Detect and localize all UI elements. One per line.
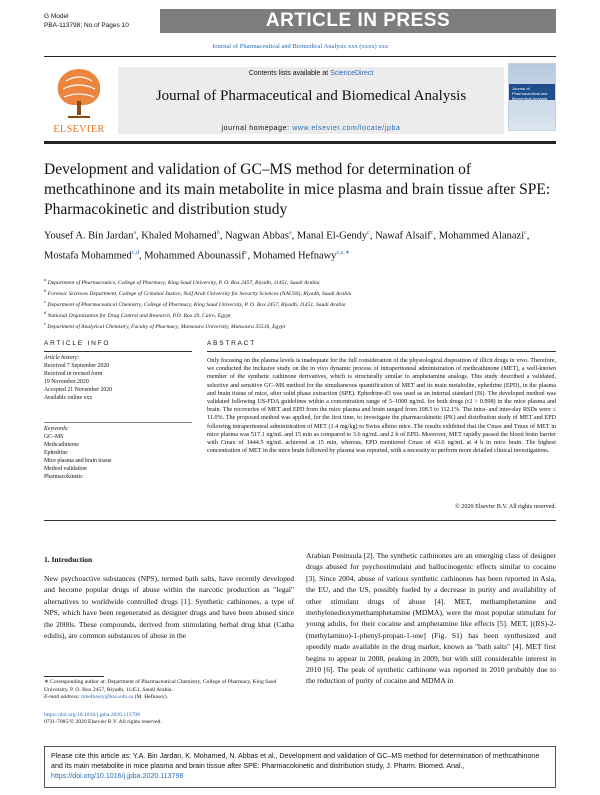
author-affiliation-marker[interactable]: c [524, 230, 527, 236]
history-item: Available online xxx [44, 395, 93, 401]
author-name[interactable]: Nagwan Abbas [225, 230, 289, 242]
affiliation: $^d$ National Organization for Drug Control and Research, P.O. Box 29, Cairo, Egypt [44, 310, 231, 320]
affiliation: $^e$ Department of Analytical Chemistry, Faculty of Pharmacy, Mansoura University, Mansoura 35516, Egypt [44, 321, 286, 331]
journal-homepage-link[interactable]: www.elsevier.com/locate/jpba [292, 125, 401, 132]
citation-box [44, 746, 556, 788]
publisher-name: ELSEVIER [53, 124, 105, 135]
model-label: G Model [44, 13, 69, 20]
history-item: Accepted 21 November 2020 [44, 387, 113, 393]
keyword: Mice plasma and brain tissue [44, 458, 112, 464]
author-name[interactable]: Manal El-Gendy [296, 230, 368, 242]
abstract-copyright: © 2020 Elsevier B.V. All rights reserved. [455, 504, 556, 510]
doi-block [44, 712, 294, 727]
journal-title: Journal of Pharmaceutical and Biomedical Analysis [155, 88, 467, 104]
abstract-text: Only focusing on the plasma levels is inadequate for the full consideration of the physiological disposition of illicit drugs in vivo. Therefore, we conducted the inclusive study on the in vivo dynamic process of intraperitoneal administration of methcathinone (MET), a well-known member of the synthetic cathinone derivatives, which is structurally similar to amphetamine analogs. This study described a validated, selective and sensitive GC–MS method for the simultaneous quantification of MET and its main metabolite, ephedrine (EPD), in the plasma and brain tissue of mice, after solid phase extraction (SPE). Ephedrine-d3 was used as an internal standard (IS). The developed method was validated following US-FDA guidelines within a concentration range of 5–1000 ng/mL for both drugs (r2 > 0.998) in the mice plasma and brain. The recoveries of MET and EPD from the mice plasma and brain ranged from 108.5 to 112.1%. The intra- and inter-day RSDs were ≤ 11.0%. The proposed method was applied, for the first time, to investigate the pharmacokinetic (PK) and distribution study of MET and EPD following intraperitoneal administration of MET (1.4 mg/kg) to Swiss albino mice. The results exhibited that the Cmax and Tmax of MET in mice plasma was 517.1 ng/mL and 15 min as compared to 3.6 ng/mL and 2 h of EPD. Moreover, MET rapidly passed the blood brain barrier with Cmax of 1444.5 ng/mL achieved at 15 min, whereas, EPD monitored Cmax of 43.6 ng/mL at 4 h in mice brain. The highest concentration of MET in the mice brain followed by plasma was reported, with a necessity to perform more detailed clinical investigations. [207, 358, 556, 455]
corresponding-author-footnote: ∗ Corresponding author at: Department of Pharmaceutical Chemistry, College of Pharmacy, King Saud University, P. O. Box 2457, Riyadh, 11451, Saudi Arabia. E-mail address: mhefnawy@ksu.edu.sa (M. Hefnawy). [44, 679, 277, 700]
citation-doi-link[interactable]: https://doi.org/10.1016/j.jpba.2020.113798 [51, 772, 184, 780]
author-name[interactable]: Mohammed Alanazi [438, 230, 525, 242]
keyword: Pharmacokinetic [44, 474, 83, 480]
running-header-meta [44, 12, 164, 30]
contents-availability: Contents lists available at ScienceDirect [248, 70, 374, 77]
author-name[interactable]: Mohammed Abounassif [144, 250, 245, 261]
author-name[interactable]: Yousef A. Bin Jardan [44, 230, 134, 242]
author-name[interactable]: Mohamed Hefnawy [252, 250, 337, 261]
journal-homepage: journal homepage: www.elsevier.com/locate/jpba [221, 125, 401, 132]
journal-cover-thumbnail [508, 63, 556, 131]
history-item: Received 7 September 2020 [44, 363, 110, 369]
affiliation-list [44, 276, 556, 331]
journal-citation-link[interactable]: Journal of Pharmaceutical and Biomedical Analysis xxx (xxxx) xxx [211, 43, 389, 50]
history-item: Received in revised form [44, 371, 103, 377]
author-affiliation-marker[interactable]: b [216, 230, 220, 236]
history-label: Article history: [44, 355, 80, 361]
citation-text: Please cite this article as: Y.A. Bin Jardan, K. Mohamed, N. Abbas et al., Development and validation of GC–MS method for determination of methcathinone and its main metabolite in mice plasma and brain tissue after SPE: Pharmacokinetic and distribution study, J. Pharm. Biomed. Anal., [51, 752, 540, 770]
keyword: Methcathinone [44, 442, 79, 448]
issn-line: 0731-7085/© 2020 Elsevier B.V. All rights reserved. [44, 719, 162, 726]
article-title: Development and validation of GC–MS method for determination of methcathinone and its main metabolite in mice plasma and brain tissue after SPE: Pharmacokinetic and distribution study [44, 161, 551, 218]
author-affiliation-marker[interactable]: c,e,∗ [336, 249, 350, 256]
affiliation: $^a$ Department of Pharmaceutics, College of Pharmacy, King Saud University, P. O. Box 2457, Riyadh, 11451, Saudi Arabia [44, 277, 320, 286]
author-name[interactable]: Nawaf Alsaif [375, 230, 431, 242]
author-affiliation-marker[interactable]: c [244, 249, 248, 256]
abstract-rule [207, 351, 556, 352]
article-info-heading: ARTICLE INFO [44, 340, 111, 347]
masthead-bottom-rule [44, 141, 556, 144]
author-affiliation-marker[interactable]: a [288, 230, 292, 236]
author-list: Yousef A. Bin Jardan$^a$, Khaled Mohamed$^b$, Nagwan Abbas$^a$, Manal El-Gendy$^c$, Nawaf Alsaif$^c$, Mohammed Alanazi$^c$, Mostafa Mohammed$^{c,d}$, Mohammed Abounassif$^c$, Mohamed Hefnawy$^{c,e,∗}$ [44, 230, 530, 261]
author-name[interactable]: Khaled Mohamed [141, 230, 217, 242]
history-item: 19 November 2020 [44, 379, 89, 385]
cover-title: Journal of Pharmaceutical and Biomedical Analysis [512, 86, 548, 101]
keywords-rule [44, 422, 192, 423]
author-affiliation-marker[interactable]: c [430, 230, 434, 236]
footnote-rule [44, 676, 104, 677]
keywords [44, 425, 192, 481]
article-in-press-banner: ARTICLE IN PRESS [160, 9, 556, 33]
abstract-end-rule [44, 520, 556, 521]
email-link[interactable]: mhefnawy@ksu.edu.sa [81, 694, 134, 700]
body-column-left: New psychoactive substances (NPS), termed bath salts, have recently developed and become popular drugs of abuse within the narcotic production as "legal" alternatives to worldwide controlled drugs [1]. Synthetic cathinones, a type of NPS, which have been regenerated as designer drugs and have been abused since the 2000s. These compounds, derived from stimulating herbal drug khat (Catha edulis), are common substances of abuse in the [44, 574, 294, 641]
keywords-label: Keywords: [44, 426, 69, 432]
affiliation: $^c$ Department of Pharmaceutical Chemistry, College of Pharmacy, King Saud University, P. O. Box 2457, Riyadh, 11451, Saudi Arabia [44, 299, 346, 308]
author-affiliation-marker[interactable]: c,d [131, 249, 139, 256]
author-name[interactable]: Mostafa Mohammed [44, 250, 132, 261]
keyword: Ephedrine [44, 450, 68, 456]
author-affiliation-marker[interactable]: c [367, 230, 370, 236]
article-info-rule [44, 351, 192, 352]
keyword: GC–MS [44, 434, 64, 440]
masthead-top-rule [44, 56, 556, 57]
body-column-right: Arabian Peninsula [2]. The synthetic cathinones are an emerging class of designer drugs abused for psychostimulant and hallucinogenic effects similar to cocaine [3]. Since 2004, abuse of various synthetic cathinones has been reported in Asia, the EU, and the US, possibly fueled by a decrease in purity and availability of other stimulant drugs of abuse [4]. MET, methamphetamine and methylenedioxymethamphetamine (MDMA), were the most popular stimulant for young adults, for their cocaine and amphetamine like effects [5]. MET, [(RS)-2-(methylamino)-1-phenyl-propan-1-one] (Fig. S1) has been synthesized and speedily made available in the drug market, known as "bath salts" [4]. MET first begins to appear in 2008, peaking in 2009, but with still considerable interest in 2010 [6]. The peak of synthetic cathinone was reported in 2010 probably due to the reduction of purity of cocaine and MDMA in [306, 551, 556, 686]
article-history [44, 354, 192, 402]
article-code: PBA-113798; No.of Pages 10 [44, 22, 129, 29]
author-affiliation-marker[interactable]: a [133, 230, 137, 236]
affiliation: $^b$ Forensic Sciences Department, College of Criminal Justice, Naif Arab University for Security Sciences (NAUSS), Riyadh, Saudi Arabia [44, 288, 352, 297]
doi-link[interactable]: https://doi.org/10.1016/j.jpba.2020.113798 [44, 712, 140, 718]
section-heading-introduction: 1. Introduction [44, 555, 93, 564]
elsevier-tree-logo-icon [46, 63, 112, 131]
keyword: Method validation [44, 466, 87, 472]
abstract-heading: ABSTRACT [207, 340, 257, 347]
sciencedirect-link[interactable]: ScienceDirect [330, 70, 374, 77]
